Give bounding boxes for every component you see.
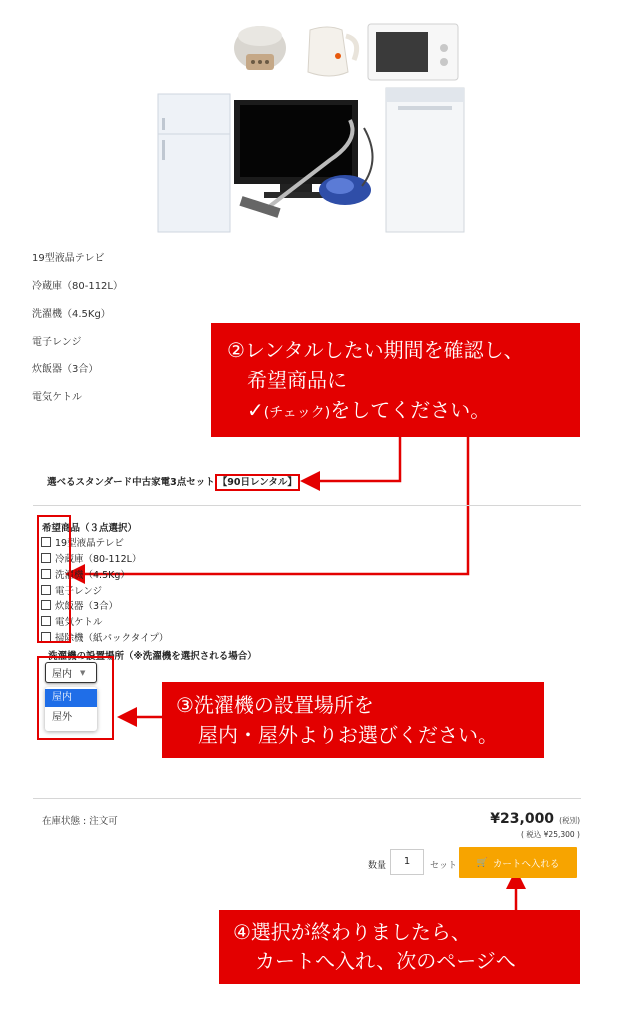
- price-tax-included: ( 税込 ¥25,300 ): [520, 830, 580, 839]
- spec-item: 冷蔵庫（80-112L）: [32, 281, 123, 292]
- select-value: 屋内: [52, 669, 72, 680]
- callout-line: [227, 395, 580, 428]
- option-label: 洗濯機（4.5Kg）: [55, 570, 130, 581]
- callout-line: 希望商品に: [247, 368, 347, 392]
- option-label: 電子レンジ: [55, 586, 103, 597]
- callout-line: カートへ入れ、次のページへ: [255, 949, 516, 973]
- product-title-text: 選べるスタンダード中古家電3点セット: [47, 477, 215, 488]
- set-label: セット: [430, 861, 458, 871]
- divider: [33, 798, 581, 799]
- price-value: ¥23,000: [490, 811, 555, 827]
- option-label: 炊飯器（3合）: [55, 601, 119, 612]
- arrow-to-title: [305, 437, 400, 481]
- divider: [33, 505, 581, 506]
- quantity-input[interactable]: 1: [390, 849, 424, 875]
- checkbox-highlight-frame: [37, 515, 71, 643]
- option-label: 電気ケトル: [55, 617, 103, 628]
- add-to-cart-label: カートへ入れる: [492, 858, 560, 870]
- options-heading: 希望商品（３点選択）: [42, 523, 138, 534]
- spec-item: 洗濯機（4.5Kg）: [32, 309, 111, 320]
- callout-cart: [219, 910, 580, 984]
- spec-item: 電子レンジ: [32, 337, 82, 348]
- dropdown-option-indoor[interactable]: 屋内: [45, 689, 97, 707]
- callout-placement: [162, 682, 544, 758]
- fridge-image: [158, 94, 230, 232]
- chevron-down-icon: ▼: [80, 668, 86, 677]
- callout-rest: をしてください。: [330, 398, 491, 422]
- quantity-label: 数量: [368, 861, 387, 871]
- option-label: 掃除機（紙パックタイプ）: [55, 633, 169, 644]
- add-to-cart-button[interactable]: [459, 847, 577, 878]
- callout-line: 屋内・屋外よりお選びください。: [198, 723, 498, 747]
- rental-period-tag: 【90日レンタル】: [215, 474, 300, 491]
- callout-line: ④選択が終わりましたら、: [233, 920, 471, 944]
- price: [470, 808, 580, 827]
- product-title: [47, 474, 300, 488]
- rice-cooker-image: [234, 26, 286, 70]
- callout-line: ③洗濯機の設置場所を: [176, 693, 374, 717]
- kettle-image: [308, 27, 357, 76]
- callout-line: ②レンタルしたい期間を確認し、: [227, 338, 524, 362]
- option-label: 19型液晶テレビ: [55, 538, 124, 549]
- check-mark-icon: ✓: [247, 398, 264, 422]
- callout-paren: (チェック): [263, 405, 331, 421]
- washing-machine-image: [386, 88, 464, 232]
- spec-item: 電気ケトル: [32, 392, 82, 403]
- spec-item: 19型液晶テレビ: [32, 253, 105, 264]
- cart-icon: 🛒: [476, 857, 488, 868]
- stock-status: 在庫状態 : 注文可: [42, 816, 118, 827]
- product-image: [150, 10, 470, 238]
- dropdown-option-outdoor[interactable]: 屋外: [52, 712, 72, 723]
- price-unit: (税別): [559, 816, 580, 825]
- microwave-image: [368, 24, 458, 80]
- spec-item: 炊飯器（3合）: [32, 364, 99, 375]
- placement-heading: 洗濯機の設置場所（※洗濯機を選択される場合）: [48, 651, 257, 662]
- option-label: 冷蔵庫（80-112L）: [55, 554, 142, 565]
- callout-check-items: [211, 323, 580, 437]
- dropdown-highlight-frame: [37, 656, 114, 740]
